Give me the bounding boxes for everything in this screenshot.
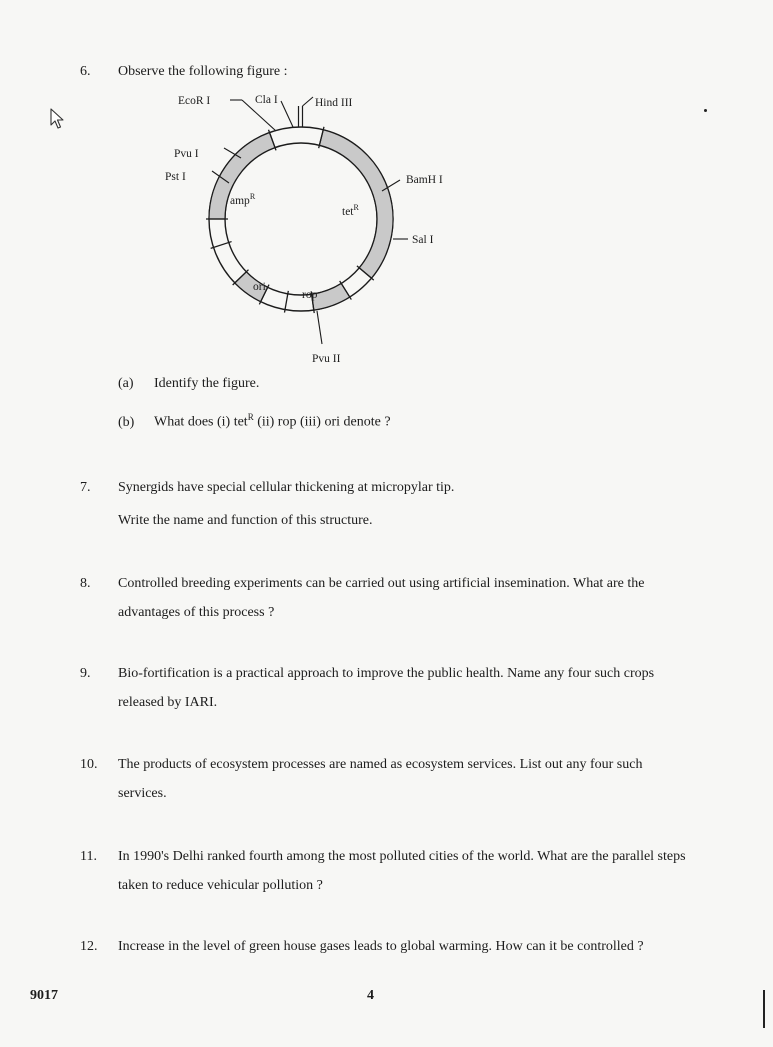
hindiii-pointer bbox=[303, 97, 314, 106]
question-8-number: 8. bbox=[80, 576, 91, 591]
question-6-prompt bbox=[118, 57, 688, 86]
question-6a-label: (a) bbox=[118, 376, 134, 391]
region-label-tet: tet$^R$ bbox=[342, 203, 359, 218]
site-label-pvui: Pvu I bbox=[174, 148, 199, 160]
question-11-text-body: In 1990's Delhi ranked fourth among the most polluted cities of the world. What are the parallel steps taken to reduce vehicular pollution ? bbox=[118, 849, 686, 893]
question-7-number: 7. bbox=[80, 480, 91, 495]
question-7-line-2: Write the name and function of this structure. bbox=[118, 513, 373, 528]
plasmid-inner-ring bbox=[225, 143, 377, 295]
ring-boundary-tick bbox=[211, 242, 232, 249]
region-label-ori: ori bbox=[253, 281, 266, 293]
question-12-text-body: Increase in the level of green house gases leads to global warming. How can it be controlled ? bbox=[118, 939, 644, 954]
plasmid-diagram bbox=[150, 86, 480, 376]
question-6b-text-post: (ii) rop (iii) ori denote ? bbox=[253, 414, 391, 430]
question-9-text bbox=[118, 659, 688, 717]
pvuii-pointer bbox=[317, 311, 322, 344]
question-6b-text-pre: What does (i) tet bbox=[154, 414, 248, 430]
scan-edge-mark bbox=[763, 990, 765, 1028]
question-9-number: 9. bbox=[80, 666, 91, 681]
paper-code: 9017 bbox=[30, 988, 58, 1003]
question-6a-text: Identify the figure. bbox=[154, 376, 260, 391]
question-11-number: 11. bbox=[80, 849, 97, 864]
question-6-number: 6. bbox=[80, 64, 91, 79]
question-6a bbox=[118, 376, 259, 392]
site-label-bamhi: BamH I bbox=[406, 174, 443, 186]
question-10-text-body: The products of ecosystem processes are named as ecosystem services. List out any four such services. bbox=[118, 757, 643, 801]
clai-pointer bbox=[281, 101, 293, 127]
question-8-text bbox=[118, 569, 690, 627]
question-6b-superscript: R bbox=[247, 412, 254, 422]
question-12-text bbox=[118, 932, 688, 961]
question-6-prompt-text: Observe the following figure : bbox=[118, 64, 288, 79]
question-6b-label: (b) bbox=[118, 414, 135, 430]
site-label-sali: Sal I bbox=[412, 234, 434, 246]
site-label-clai: Cla I bbox=[255, 94, 278, 106]
site-label-psti: Pst I bbox=[165, 171, 186, 183]
question-11-text bbox=[118, 842, 688, 900]
question-8-text-body: Controlled breeding experiments can be carried out using artificial insemination. What are the advantages of this process ? bbox=[118, 576, 645, 620]
page-number: 4 bbox=[367, 988, 374, 1003]
question-7-line-1: Synergids have special cellular thickening at micropylar tip. bbox=[118, 480, 455, 495]
question-7-text bbox=[118, 473, 688, 535]
site-label-ecori: EcoR I bbox=[178, 95, 211, 107]
mouse-pointer-icon bbox=[50, 108, 66, 130]
question-10-number: 10. bbox=[80, 757, 98, 772]
region-label-rop: rop bbox=[302, 289, 318, 301]
question-9-text-body: Bio-fortification is a practical approach to improve the public health. Name any four such crops released by IARI. bbox=[118, 666, 655, 710]
scan-dot bbox=[704, 109, 707, 112]
question-6b bbox=[118, 412, 391, 431]
question-12-number: 12. bbox=[80, 939, 98, 954]
site-label-hindiii: Hind III bbox=[315, 97, 353, 109]
region-label-amp: amp$^R$ bbox=[230, 192, 256, 207]
site-label-pvuii: Pvu II bbox=[312, 353, 341, 365]
question-10-text bbox=[118, 750, 686, 808]
